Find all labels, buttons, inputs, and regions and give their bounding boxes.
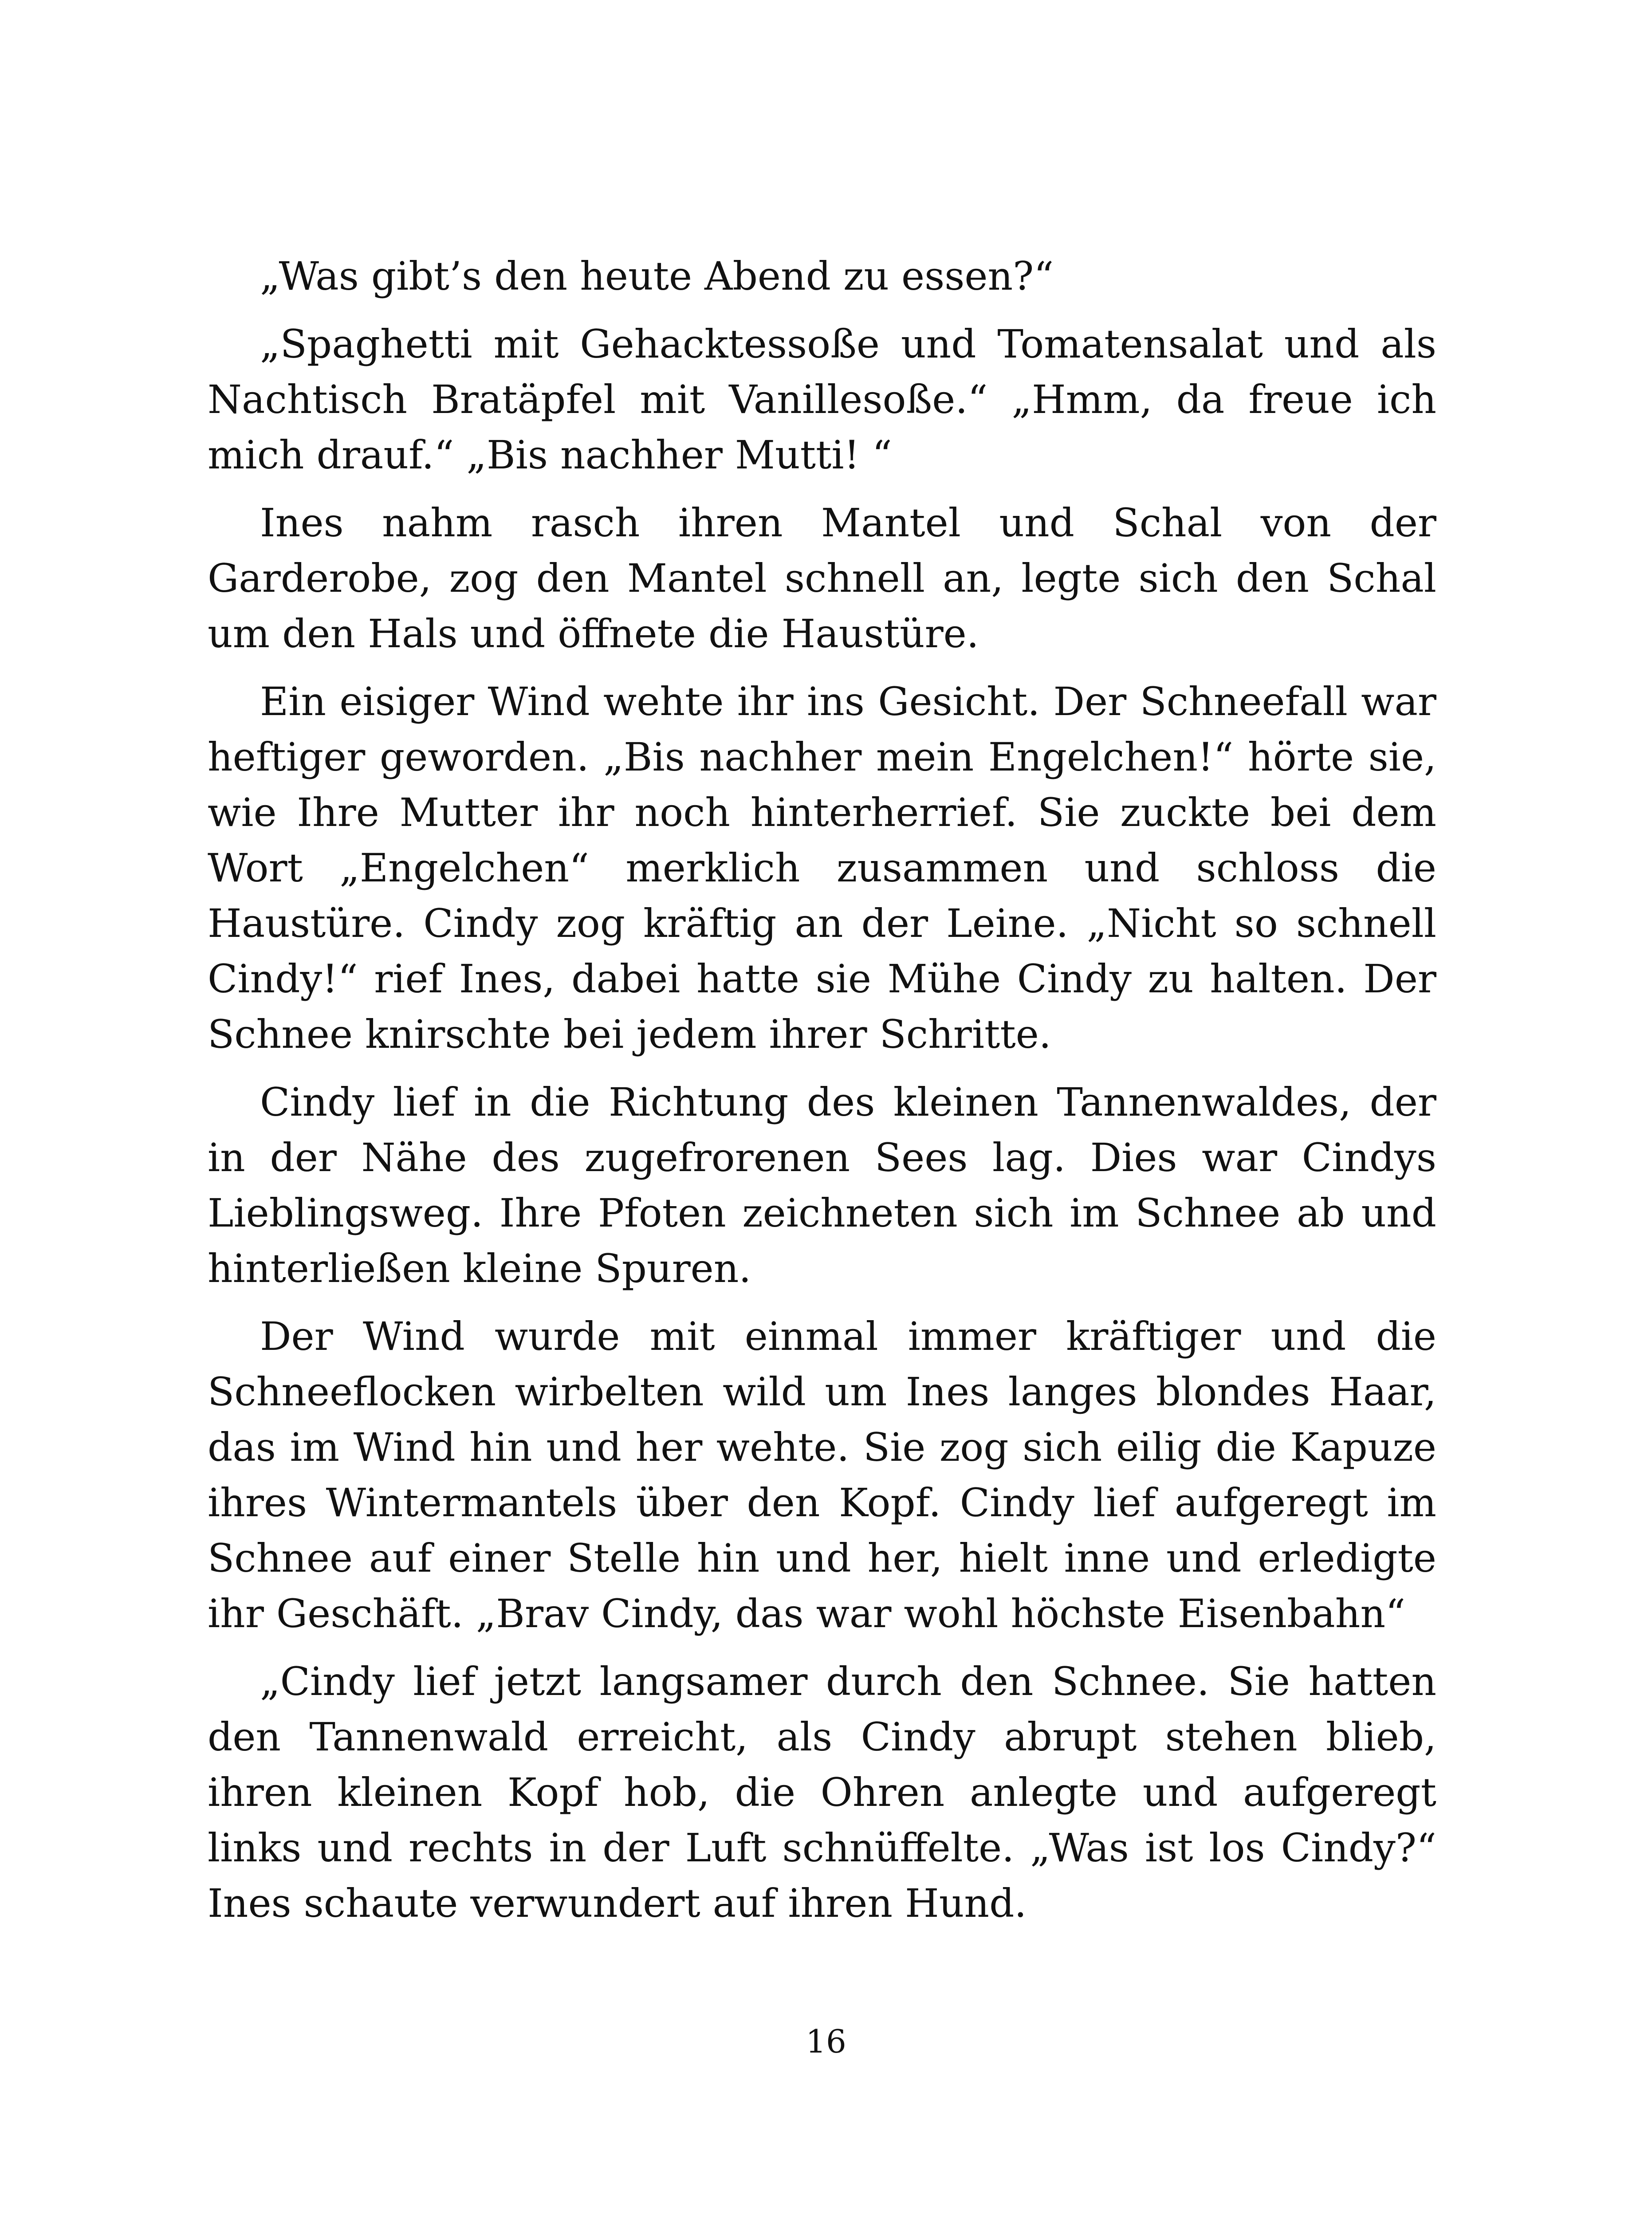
page-number: 16: [806, 2023, 846, 2060]
paragraph: „Cindy lief jetzt langsamer durch den Schnee. Sie hatten den Tannenwald erreicht, als Cindy abrupt stehen blieb, ihren kleinen Kopf hob, die Ohren anlegte und aufgeregt links und rechts in der Luft schnüffelte. „Was ist los Cindy?“ Ines schaute verwundert auf ihren Hund.: [208, 1659, 1436, 1926]
paragraph: „Spaghetti mit Gehacktessoße und Tomatensalat und als Nachtisch Bratäpfel mit Vanillesoße.“ „Hmm, da freue ich mich drauf.“ „Bis nachher Mutti! “: [208, 321, 1436, 478]
paragraph: „Was gibt’s den heute Abend zu essen?“: [260, 253, 1054, 299]
body-text: [208, 248, 1436, 1943]
paragraph: Cindy lief in die Richtung des kleinen Tannenwaldes, der in der Nähe des zugefrorenen Sees lag. Dies war Cindys Lieblingsweg. Ihre Pfoten zeichneten sich im Schnee ab und hinterließen kleine Spuren.: [208, 1079, 1436, 1291]
paragraph: Ein eisiger Wind wehte ihr ins Gesicht. Der Schneefall war heftiger geworden. „Bis nachher mein Engelchen!“ hörte sie, wie Ihre Mutter ihr noch hinterherrief. Sie zuckte bei dem Wort „Engelchen“ merklich zusammen und schloss die Haustüre. Cindy zog kräftig an der Leine. „Nicht so schnell Cindy!“ rief Ines, dabei hatte sie Mühe Cindy zu halten. Der Schnee knirschte bei jedem ihrer Schritte.: [208, 679, 1436, 1057]
paragraph: Der Wind wurde mit einmal immer kräftiger und die Schneeflocken wirbelten wild um Ines langes blondes Haar, das im Wind hin und her wehte. Sie zog sich eilig die Kapuze ihres Wintermantels über den Kopf. Cindy lief aufgeregt im Schnee auf einer Stelle hin und her, hielt inne und erledigte ihr Geschäft. „Brav Cindy, das war wohl höchste Eisenbahn“: [208, 1313, 1436, 1636]
paragraph: Ines nahm rasch ihren Mantel und Schal von der Garderobe, zog den Mantel schnell an, legte sich den Schal um den Hals und öffnete die Haustüre.: [208, 500, 1436, 657]
